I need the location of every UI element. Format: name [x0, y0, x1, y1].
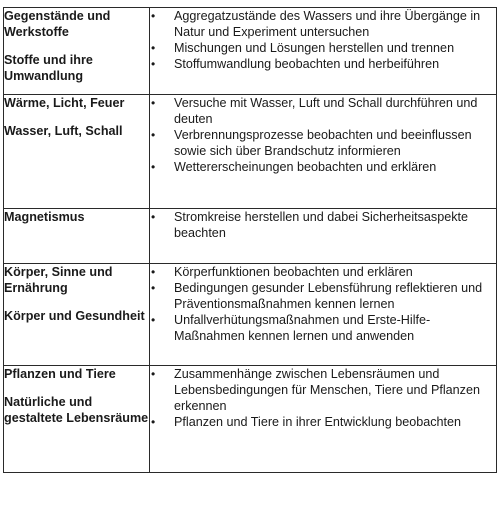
bullet-icon: •	[151, 57, 156, 71]
goal-text: Verbrennungsprozesse beobachten und beeinflussen sowie sich über Brandschutz informieren	[174, 128, 472, 158]
topic-heading: Natürliche und gestaltete Lebensräume	[4, 395, 149, 425]
goal-list	[150, 264, 496, 344]
goal-list	[150, 8, 496, 72]
bullet-icon: •	[151, 9, 156, 23]
topic-heading: Wasser, Luft, Schall	[4, 124, 123, 138]
topic-heading: Stoffe und ihre Umwandlung	[4, 53, 93, 83]
goal-text: Zusammenhänge zwischen Lebensräumen und Lebensbedingungen für Menschen, Tiere und Pflanzen erkennen	[174, 367, 480, 413]
topic-heading: Pflanzen und Tiere	[4, 367, 116, 381]
table-row	[4, 366, 497, 473]
table-row	[4, 264, 497, 366]
topic-cell	[4, 209, 150, 264]
topic-heading: Gegenstände und Werkstoffe	[4, 9, 111, 39]
table-row	[4, 95, 497, 209]
curriculum-table	[3, 7, 497, 473]
list-item	[150, 312, 496, 344]
topic-heading: Körper, Sinne und Ernährung	[4, 265, 113, 295]
table-row	[4, 8, 497, 95]
bullet-icon: •	[151, 160, 156, 174]
bullet-icon: •	[151, 313, 156, 327]
topic-heading: Wärme, Licht, Feuer	[4, 96, 125, 110]
list-item	[150, 8, 496, 40]
goals-cell	[150, 209, 497, 264]
goals-cell	[150, 366, 497, 473]
topic-cell	[4, 8, 150, 95]
goal-text: Versuche mit Wasser, Luft und Schall durchführen und deuten	[174, 96, 478, 126]
topic-heading: Körper und Gesundheit	[4, 309, 145, 323]
topic-heading: Magnetismus	[4, 210, 85, 224]
goal-list	[150, 95, 496, 175]
list-item	[150, 414, 496, 430]
list-item	[150, 127, 496, 159]
list-item	[150, 209, 496, 241]
goal-text: Wettererscheinungen beobachten und erklären	[174, 160, 437, 174]
topic-cell	[4, 95, 150, 209]
goal-text: Stromkreise herstellen und dabei Sicherheitsaspekte beachten	[174, 210, 469, 240]
bullet-icon: •	[151, 367, 156, 381]
topic-cell	[4, 366, 150, 473]
table-row	[4, 209, 497, 264]
goal-list	[150, 209, 496, 241]
goal-text: Unfallverhütungsmaßnahmen und Erste-Hilfe-Maßnahmen kennen lernen und anwenden	[174, 313, 431, 343]
list-item	[150, 264, 496, 280]
list-item	[150, 159, 496, 175]
bullet-icon: •	[151, 128, 156, 142]
goal-list	[150, 366, 496, 430]
goal-text: Stoffumwandlung beobachten und herbeiführen	[174, 57, 440, 71]
bullet-icon: •	[151, 415, 156, 429]
goal-text: Aggregatzustände des Wassers und ihre Übergänge in Natur und Experiment untersuchen	[174, 9, 481, 39]
goal-text: Mischungen und Lösungen herstellen und trennen	[174, 41, 455, 55]
list-item	[150, 56, 496, 72]
bullet-icon: •	[151, 210, 156, 224]
goals-cell	[150, 264, 497, 366]
topic-cell	[4, 264, 150, 366]
list-item	[150, 366, 496, 414]
goals-cell	[150, 8, 497, 95]
goal-text: Körperfunktionen beobachten und erklären	[174, 265, 413, 279]
list-item	[150, 95, 496, 127]
bullet-icon: •	[151, 265, 156, 279]
list-item	[150, 280, 496, 312]
goal-text: Bedingungen gesunder Lebensführung reflektieren und Präventionsmaßnahmen kennen lernen	[174, 281, 483, 311]
list-item	[150, 40, 496, 56]
goal-text: Pflanzen und Tiere in ihrer Entwicklung beobachten	[174, 415, 462, 429]
bullet-icon: •	[151, 41, 156, 55]
bullet-icon: •	[151, 96, 156, 110]
goals-cell	[150, 95, 497, 209]
bullet-icon: •	[151, 281, 156, 295]
